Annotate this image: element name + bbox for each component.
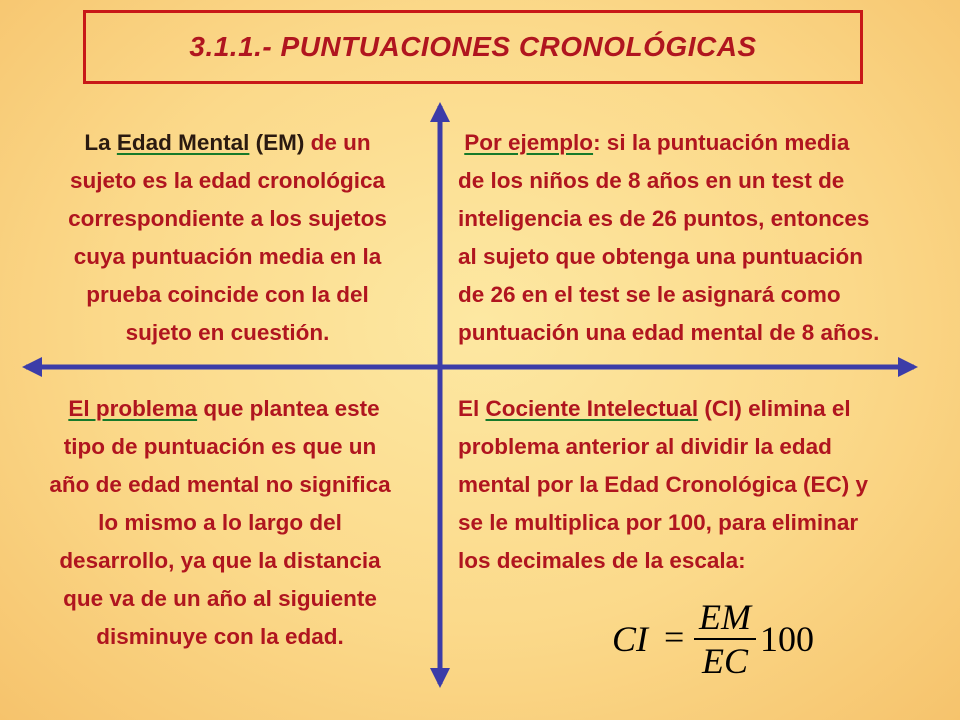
text-line: inteligencia es de 26 puntos, entonces (458, 206, 870, 231)
formula-equals: = (664, 617, 685, 657)
text-line: lo mismo a lo largo del (98, 510, 342, 535)
text-line: tipo de puntuación es que un (63, 434, 377, 459)
text-fragment: (EM) (249, 130, 305, 155)
term-cociente-intelectual: Cociente Intelectual (485, 396, 699, 421)
page-title: 3.1.1.- PUNTUACIONES CRONOLÓGICAS (189, 31, 757, 62)
text-line (458, 124, 958, 162)
text-line: mental por la Edad Cronológica (EC) y (458, 472, 869, 497)
formula-lhs: CI (612, 619, 648, 659)
term-edad-mental: Edad Mental (116, 130, 250, 155)
formula-numerator: EM (699, 597, 751, 637)
formula-fraction (694, 598, 756, 680)
text-line: prueba coincide con la del (86, 282, 369, 307)
quadrant-cociente-intelectual (458, 390, 958, 580)
text-fragment: que plantea este (197, 396, 380, 421)
text-line: desarrollo, ya que la distancia (59, 548, 381, 573)
quadrant-ejemplo (458, 124, 958, 352)
ci-formula (612, 598, 812, 680)
text-line: de 26 en el test se le asignará como (458, 282, 841, 307)
formula-multiplier: 100 (760, 619, 814, 659)
text-line: correspondiente a los sujetos (68, 206, 387, 231)
fraction-bar (694, 638, 756, 640)
text-fragment: : si la puntuación media (593, 130, 850, 155)
quadrant-edad-mental (30, 124, 425, 352)
term-por-ejemplo: Por ejemplo (464, 130, 594, 155)
text-fragment: La (84, 130, 117, 155)
text-line: los decimales de la escala: (458, 548, 746, 573)
text-line: puntuación una edad mental de 8 años. (458, 320, 880, 345)
text-fragment: de un (304, 130, 371, 155)
text-line (10, 390, 430, 428)
text-line: año de edad mental no significa (49, 472, 391, 497)
text-line: sujeto es la edad cronológica (69, 168, 386, 193)
term-el-problema: El problema (68, 396, 198, 421)
text-line: al sujeto que obtenga una puntuación (458, 244, 864, 269)
text-line: que va de un año al siguiente (63, 586, 377, 611)
quadrant-problema (10, 390, 430, 656)
text-line: de los niños de 8 años en un test de (458, 168, 845, 193)
text-line: se le multiplica por 100, para eliminar (458, 510, 859, 535)
text-line (458, 390, 958, 428)
text-fragment: El (458, 396, 486, 421)
text-line: cuya puntuación media en la (73, 244, 382, 269)
formula-denominator: EC (701, 641, 748, 681)
text-line: disminuye con la edad. (96, 624, 344, 649)
text-line (30, 124, 425, 162)
text-fragment: (CI) elimina el (698, 396, 851, 421)
text-line: problema anterior al dividir la edad (458, 434, 832, 459)
text-line: sujeto en cuestión. (125, 320, 330, 345)
